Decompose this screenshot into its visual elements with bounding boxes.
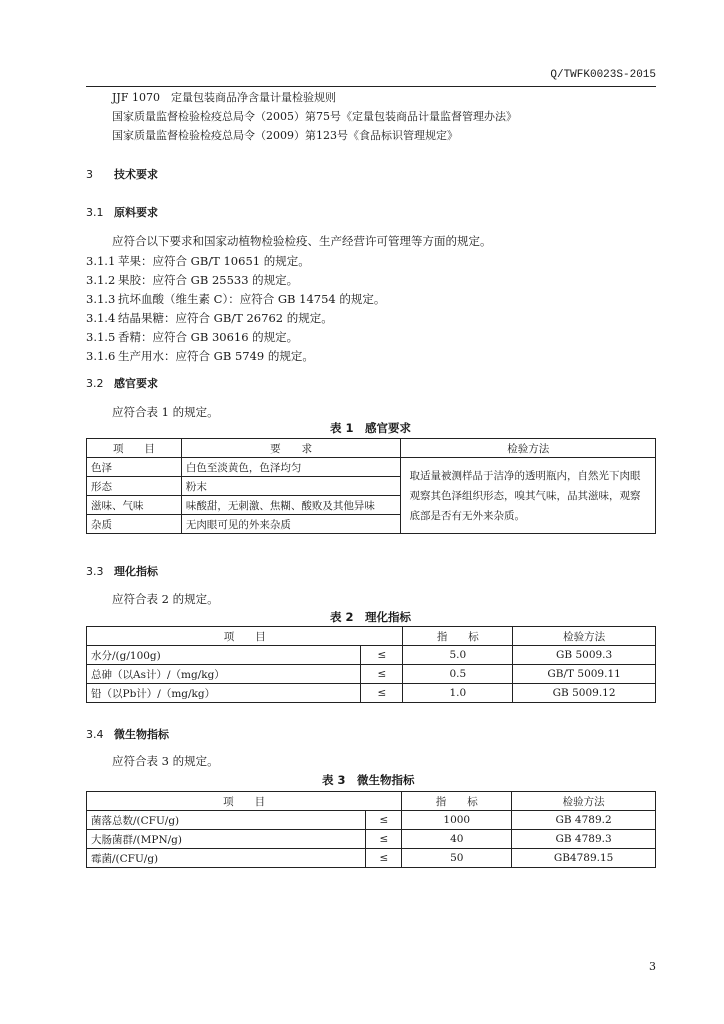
operator-cell: ≤ xyxy=(361,646,403,665)
item-number: 3.1.3 xyxy=(86,292,116,306)
table-row xyxy=(87,684,656,703)
item-number: 3.1.4 xyxy=(86,311,116,325)
item-text: 果胶：应符合 GB 25533 的规定。 xyxy=(118,273,299,287)
table-caption: 表 2 理化指标 xyxy=(330,610,412,624)
section-title: 技术要求 xyxy=(114,168,158,181)
list-item xyxy=(86,253,310,269)
paragraph: 应符合表 3 的规定。 xyxy=(112,754,219,768)
microbiological-table xyxy=(86,791,656,868)
item-cell: 水分/(g/100g) xyxy=(87,646,361,665)
section-number: 3.1 xyxy=(86,206,104,219)
paragraph: 应符合以下要求和国家动植物检验检疫、生产经营许可管理等方面的规定。 xyxy=(112,234,492,248)
reference-line: 国家质量监督检验检疫总局令（2009）第123号《食品标识管理规定》 xyxy=(112,129,458,142)
method-cell: GB 5009.12 xyxy=(513,684,656,703)
item-cell: 杂质 xyxy=(87,515,182,534)
item-cell: 大肠菌群/(MPN/g) xyxy=(87,830,366,849)
table-row xyxy=(87,646,656,665)
item-cell: 色泽 xyxy=(87,458,182,477)
column-header: 项 目 xyxy=(87,439,182,458)
section-number: 3 xyxy=(86,168,93,181)
requirement-cell: 粉末 xyxy=(181,477,401,496)
item-cell: 总砷（以As计）/（mg/kg） xyxy=(87,665,361,684)
item-number: 3.1.1 xyxy=(86,254,116,268)
column-header: 项 目 xyxy=(87,627,403,646)
item-cell: 菌落总数/(CFU/g) xyxy=(87,811,366,830)
value-cell: 1000 xyxy=(402,811,512,830)
table-header-row xyxy=(87,439,656,458)
subsection-heading xyxy=(86,375,158,391)
reference-line: JJF 1070 定量包装商品净含量计量检验规则 xyxy=(112,91,336,104)
list-item xyxy=(86,348,314,364)
column-header: 检验方法 xyxy=(513,627,656,646)
operator-cell: ≤ xyxy=(366,849,402,868)
sensory-table xyxy=(86,438,656,534)
section-title: 理化指标 xyxy=(114,565,158,578)
list-item xyxy=(86,291,385,307)
paragraph: 应符合表 1 的规定。 xyxy=(112,405,219,419)
operator-cell: ≤ xyxy=(361,665,403,684)
section-heading xyxy=(86,166,158,182)
item-text: 结晶果糖：应符合 GB/T 26762 的规定。 xyxy=(118,311,333,325)
section-number: 3.2 xyxy=(86,377,104,390)
value-cell: 40 xyxy=(402,830,512,849)
section-title: 微生物指标 xyxy=(114,728,169,741)
section-number: 3.4 xyxy=(86,728,104,741)
requirement-cell: 白色至淡黄色，色泽均匀 xyxy=(181,458,401,477)
item-text: 抗坏血酸（维生素 C）：应符合 GB 14754 的规定。 xyxy=(118,292,386,306)
subsection-heading xyxy=(86,726,169,742)
physicochemical-table xyxy=(86,626,656,703)
method-cell: GB/T 5009.11 xyxy=(513,665,656,684)
section-number: 3.3 xyxy=(86,565,104,578)
method-cell: GB 4789.2 xyxy=(512,811,656,830)
column-header: 检验方法 xyxy=(401,439,656,458)
table-caption: 表 3 微生物指标 xyxy=(322,773,415,787)
table-row xyxy=(87,849,656,868)
list-item xyxy=(86,329,298,345)
item-number: 3.1.2 xyxy=(86,273,116,287)
item-text: 生产用水：应符合 GB 5749 的规定。 xyxy=(118,349,314,363)
operator-cell: ≤ xyxy=(366,811,402,830)
requirement-cell: 无肉眼可见的外来杂质 xyxy=(181,515,401,534)
value-cell: 0.5 xyxy=(403,665,513,684)
section-title: 感官要求 xyxy=(114,377,158,390)
header-divider xyxy=(86,86,656,87)
column-header: 项 目 xyxy=(87,792,402,811)
table-row xyxy=(87,665,656,684)
method-cell: GB 5009.3 xyxy=(513,646,656,665)
table-row xyxy=(87,811,656,830)
item-text: 香精：应符合 GB 30616 的规定。 xyxy=(118,330,299,344)
table-header-row xyxy=(87,792,656,811)
section-title: 原料要求 xyxy=(114,206,158,219)
column-header: 指 标 xyxy=(403,627,513,646)
method-cell: 取适量被测样品于洁净的透明瓶内，自然光下肉眼观察其色泽组织形态，嗅其气味，品其滋味，观察底部是否有无外来杂质。 xyxy=(401,458,656,534)
operator-cell: ≤ xyxy=(361,684,403,703)
requirement-cell: 味酸甜，无刺激、焦糊、酸败及其他异味 xyxy=(181,496,401,515)
document-code: Q/TWFK0023S-2015 xyxy=(550,69,656,81)
item-cell: 形态 xyxy=(87,477,182,496)
table-row xyxy=(87,830,656,849)
value-cell: 5.0 xyxy=(403,646,513,665)
method-cell: GB 4789.3 xyxy=(512,830,656,849)
item-cell: 霉菌/(CFU/g) xyxy=(87,849,366,868)
column-header: 检验方法 xyxy=(512,792,656,811)
list-item xyxy=(86,310,333,326)
item-cell: 滋味、气味 xyxy=(87,496,182,515)
table-header-row xyxy=(87,627,656,646)
value-cell: 50 xyxy=(402,849,512,868)
column-header: 要 求 xyxy=(181,439,401,458)
page-number: 3 xyxy=(649,960,656,973)
table-row xyxy=(87,458,656,477)
subsection-heading xyxy=(86,204,158,220)
value-cell: 1.0 xyxy=(403,684,513,703)
item-cell: 铅（以Pb计）/（mg/kg） xyxy=(87,684,361,703)
paragraph: 应符合表 2 的规定。 xyxy=(112,592,219,606)
reference-line: 国家质量监督检验检疫总局令（2005）第75号《定量包装商品计量监督管理办法》 xyxy=(112,110,517,123)
item-text: 苹果：应符合 GB/T 10651 的规定。 xyxy=(118,254,310,268)
table-caption: 表 1 感官要求 xyxy=(330,421,412,435)
item-number: 3.1.6 xyxy=(86,349,116,363)
operator-cell: ≤ xyxy=(366,830,402,849)
list-item xyxy=(86,272,298,288)
method-cell: GB4789.15 xyxy=(512,849,656,868)
subsection-heading xyxy=(86,563,158,579)
item-number: 3.1.5 xyxy=(86,330,116,344)
column-header: 指 标 xyxy=(402,792,512,811)
